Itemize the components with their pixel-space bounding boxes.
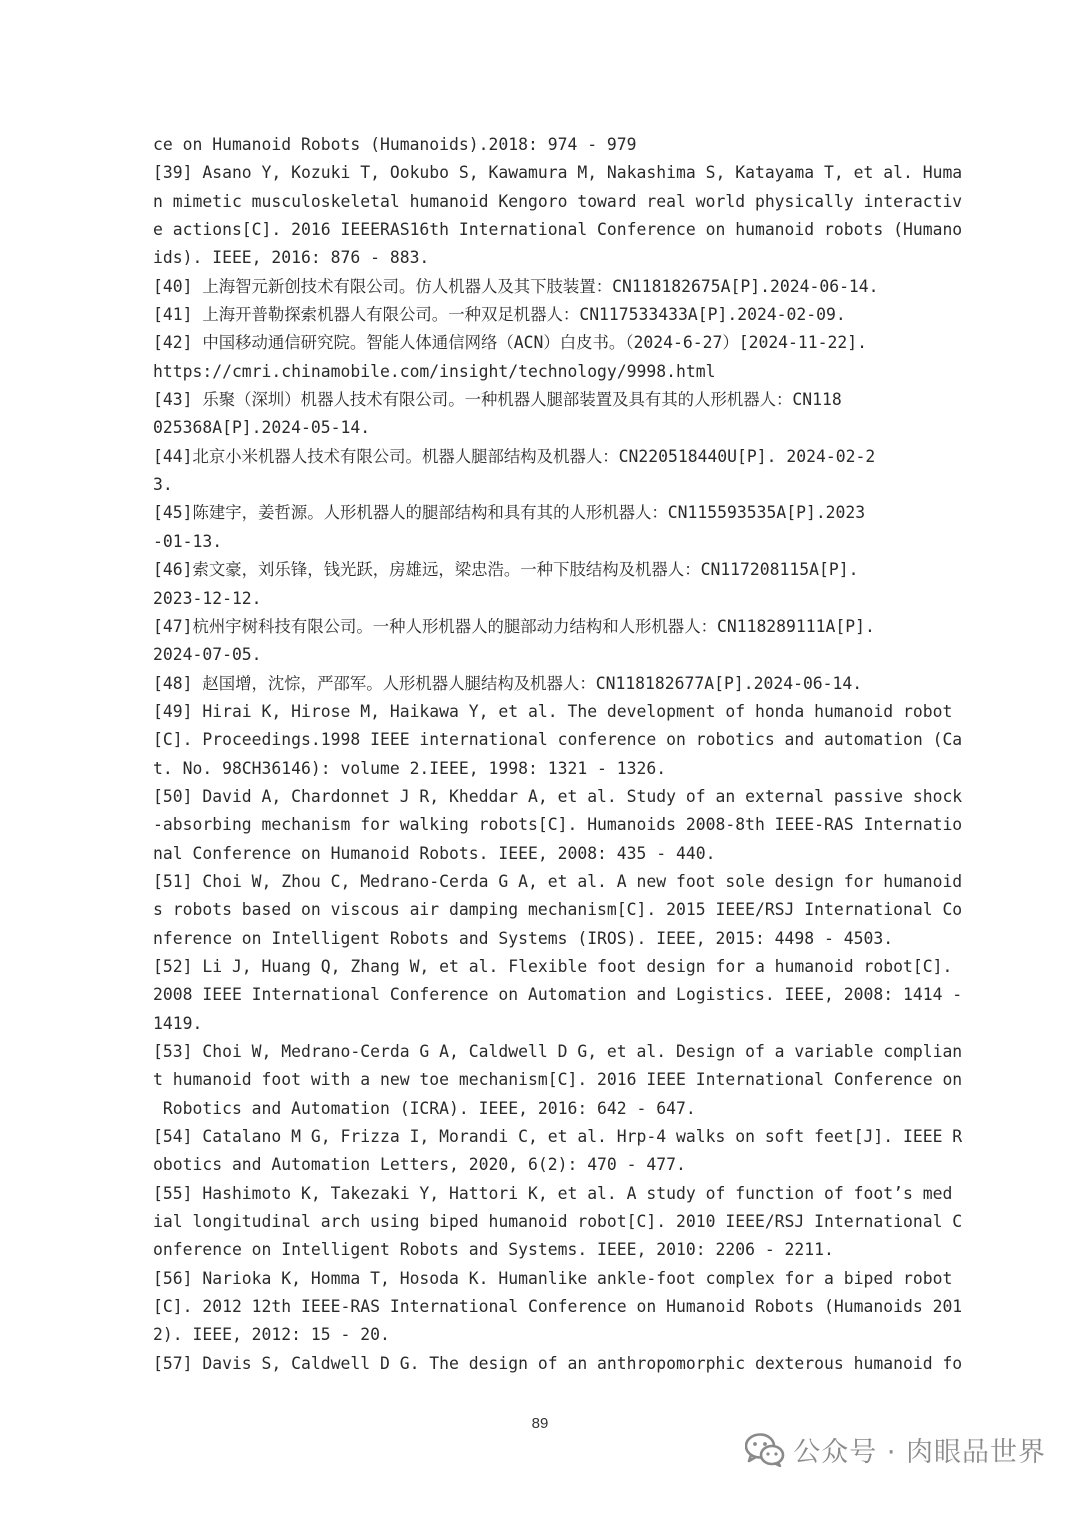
reference-line: t. No. 98CH36146): volume 2.IEEE, 1998: 1321 - 1326. xyxy=(153,758,667,778)
reference-line: ce on Humanoid Robots (Humanoids).2018: 974 - 979 xyxy=(153,135,637,154)
reference-line: 2024-07-05. xyxy=(153,645,262,665)
reference-line: ids). IEEE, 2016: 876 - 883. xyxy=(153,248,430,268)
reference-line: [44]北京小米机器人技术有限公司。机器人腿部结构及机器人：CN220518440U[P]. 2024-02-2 xyxy=(153,446,876,466)
reference-line: [42] 中国移动通信研究院。智能人体通信网络（ACN）白皮书。（2024-6-27）[2024-11-22]. xyxy=(153,333,867,353)
reference-line: [C]. 2012 12th IEEE-RAS International Conference on Humanoid Robots (Humanoids 201 xyxy=(153,1297,963,1317)
reference-line: Robotics and Automation (ICRA). IEEE, 2016: 642 - 647. xyxy=(153,1098,696,1118)
reference-line: n mimetic musculoskeletal humanoid Kengoro toward real world physically interactiv xyxy=(153,191,963,211)
reference-line: 2). IEEE, 2012: 15 - 20. xyxy=(153,1325,390,1345)
reference-line: [43] 乐聚（深圳）机器人技术有限公司。一种机器人腿部装置及具有其的人形机器人：CN118 xyxy=(153,390,842,410)
watermark xyxy=(745,1430,1046,1469)
reference-line: nal Conference on Humanoid Robots. IEEE, 2008: 435 - 440. xyxy=(153,843,716,863)
reference-line: nference on Intelligent Robots and Systems (IROS). IEEE, 2015: 4498 - 4503. xyxy=(153,928,894,948)
reference-line: onference on Intelligent Robots and Systems. IEEE, 2010: 2206 - 2211. xyxy=(153,1240,834,1260)
watermark-text: 公众号 · 肉眼品世界 xyxy=(793,1437,1046,1468)
reference-line: [53] Choi W, Medrano-Cerda G A, Caldwell D G, et al. Design of a variable complian xyxy=(153,1042,963,1061)
reference-line: obotics and Automation Letters, 2020, 6(2): 470 - 477. xyxy=(153,1155,686,1175)
page-number: 89 xyxy=(531,1415,549,1432)
reference-line: [46]索文豪，刘乐锋，钱光跃，房雄远，梁忠浩。一种下肢结构及机器人：CN117208115A[P]. xyxy=(153,560,859,580)
reference-list xyxy=(153,131,963,1378)
reference-line: [52] Li J, Huang Q, Zhang W, et al. Flexible foot design for a humanoid robot[C]. xyxy=(153,956,953,976)
reference-line: -absorbing mechanism for walking robots[C]. Humanoids 2008-8th IEEE-RAS Internatio xyxy=(153,815,963,835)
reference-line: [45]陈建宇，姜哲源。人形机器人的腿部结构和具有其的人形机器人：CN115593535A[P].2023 xyxy=(153,503,866,523)
reference-line: s robots based on viscous air damping mechanism[C]. 2015 IEEE/RSJ International Co xyxy=(153,900,963,920)
reference-line: ial longitudinal arch using biped humanoid robot[C]. 2010 IEEE/RSJ International C xyxy=(153,1212,963,1232)
reference-line: 2023-12-12. xyxy=(153,588,262,608)
reference-line: [56] Narioka K, Homma T, Hosoda K. Humanlike ankle-foot complex for a biped robot xyxy=(153,1268,953,1288)
reference-line: [49] Hirai K, Hirose M, Haikawa Y, et al. The development of honda humanoid robot xyxy=(153,701,953,721)
reference-line: 3. xyxy=(153,475,173,495)
reference-line: [51] Choi W, Zhou C, Medrano-Cerda G A, et al. A new foot sole design for humanoid xyxy=(153,871,963,891)
reference-line: [47]杭州宇树科技有限公司。一种人形机器人的腿部动力结构和人形机器人：CN118289111A[P]. xyxy=(153,616,875,636)
reference-line: [57] Davis S, Caldwell D G. The design of an anthropomorphic dexterous humanoid fo xyxy=(153,1353,963,1373)
reference-line: e actions[C]. 2016 IEEERAS16th International Conference on humanoid robots (Humano xyxy=(153,220,963,240)
reference-line: https://cmri.chinamobile.com/insight/technology/9998.html xyxy=(153,361,716,381)
reference-line: [41] 上海开普勒探索机器人有限公司。一种双足机器人：CN117533433A[P].2024-02-09. xyxy=(153,305,846,325)
reference-line: [48] 赵国增，沈悰，严邵军。人形机器人腿结构及机器人：CN118182677A[P].2024-06-14. xyxy=(153,673,863,693)
reference-line: [50] David A, Chardonnet J R, Kheddar A, et al. Study of an external passive shock xyxy=(153,786,963,806)
reference-line: 1419. xyxy=(153,1013,203,1033)
reference-line: 025368A[P].2024-05-14. xyxy=(153,418,371,438)
wechat-icon xyxy=(745,1433,785,1467)
reference-line: [40] 上海智元新创技术有限公司。仿人机器人及其下肢装置：CN118182675A[P].2024-06-14. xyxy=(153,276,879,296)
reference-line: [39] Asano Y, Kozuki T, Ookubo S, Kawamura M, Nakashima S, Katayama T, et al. Huma xyxy=(153,163,963,183)
reference-line: -01-13. xyxy=(153,531,223,551)
reference-line: [54] Catalano M G, Frizza I, Morandi C, et al. Hrp-4 walks on soft feet[J]. IEEE R xyxy=(153,1127,963,1147)
reference-line: [55] Hashimoto K, Takezaki Y, Hattori K, et al. A study of function of foot’s med xyxy=(153,1183,953,1203)
reference-line: 2008 IEEE International Conference on Automation and Logistics. IEEE, 2008: 1414 - xyxy=(153,985,963,1005)
reference-line: [C]. Proceedings.1998 IEEE international conference on robotics and automation (Ca xyxy=(153,730,963,750)
reference-line: t humanoid foot with a new toe mechanism[C]. 2016 IEEE International Conference on xyxy=(153,1070,963,1090)
